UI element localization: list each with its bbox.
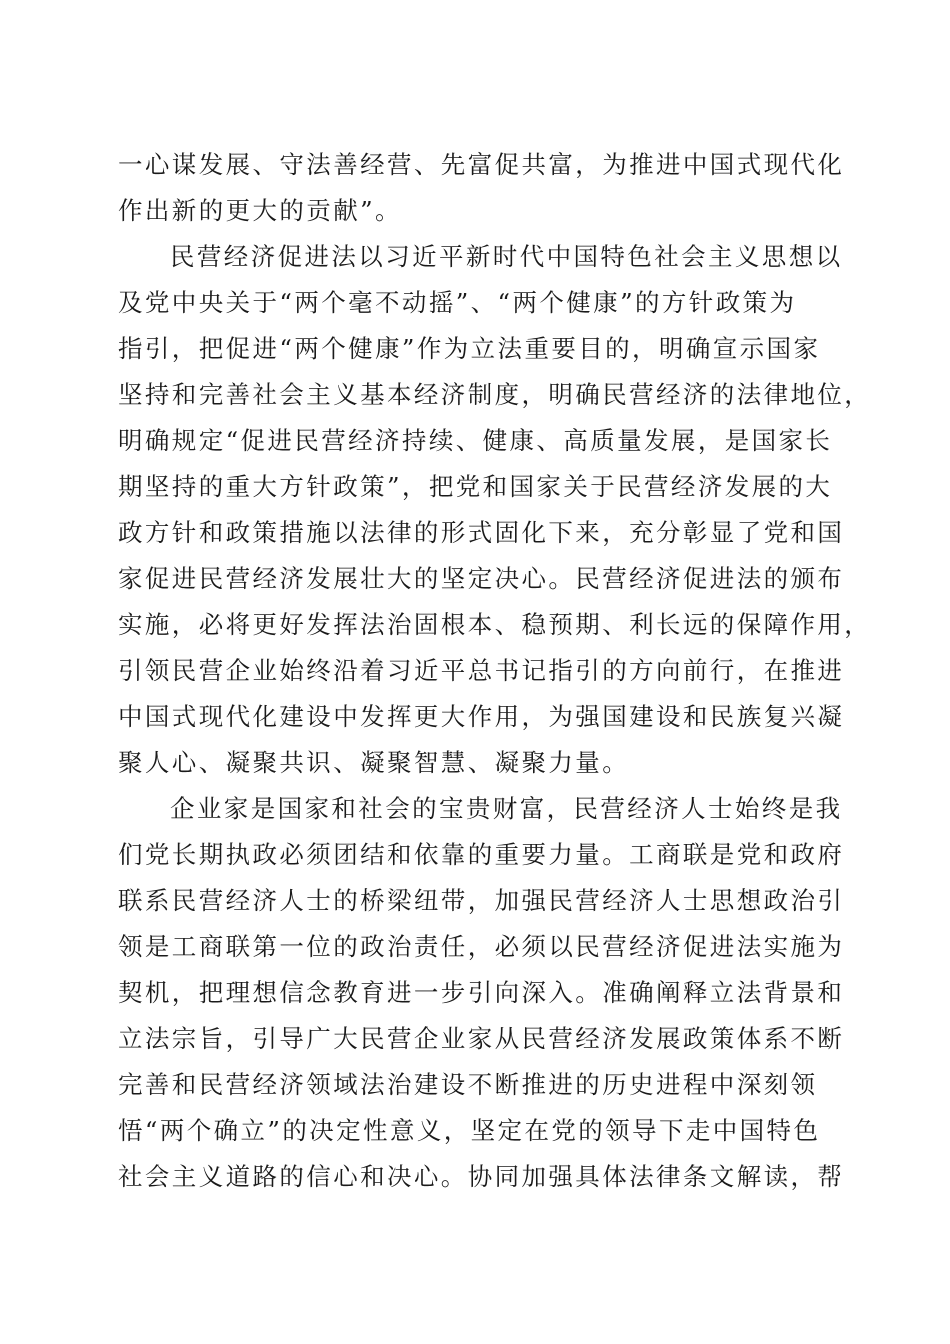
text-line: 及党中央关于“两个毫不动摇”、“两个健康”的方针政策为 [118, 288, 797, 317]
text-line: 实施，必将更好发挥法治固根本、稳预期、利长远的保障作用， [118, 610, 872, 639]
text-line: 作出新的更大的贡献”。 [118, 196, 402, 225]
text-line: 契机，把理想信念教育进一步引向深入。准确阐释立法背景和 [118, 978, 845, 1007]
text-line: 悟“两个确立”的决定性意义，坚定在党的领导下走中国特色 [118, 1116, 821, 1145]
text-line: 引领民营企业始终沿着习近平总书记指引的方向前行，在推进 [118, 656, 845, 685]
document-body [118, 142, 872, 1200]
text-line: 企业家是国家和社会的宝贵财富，民营经济人士始终是我 [170, 794, 843, 823]
text-line: 政方针和政策措施以法律的形式固化下来，充分彰显了党和国 [118, 518, 845, 547]
text-line: 期坚持的重大方针政策”，把党和国家关于民营经济发展的大 [118, 472, 833, 501]
text-line: 中国式现代化建设中发挥更大作用，为强国建设和民族复兴凝 [118, 702, 845, 731]
paragraph-2 [118, 234, 872, 786]
text-line: 聚人心、凝聚共识、凝聚智慧、凝聚力量。 [118, 748, 630, 777]
text-line: 一心谋发展、守法善经营、先富促共富，为推进中国式现代化 [118, 150, 845, 179]
paragraph-1 [118, 142, 845, 234]
text-line: 们党长期执政必须团结和依靠的重要力量。工商联是党和政府 [118, 840, 845, 869]
text-line: 明确规定“促进民营经济持续、健康、高质量发展，是国家长 [118, 426, 833, 455]
text-line: 联系民营经济人士的桥梁纽带，加强民营经济人士思想政治引 [118, 886, 845, 915]
text-line: 家促进民营经济发展壮大的坚定决心。民营经济促进法的颁布 [118, 564, 845, 593]
text-line: 立法宗旨，引导广大民营企业家从民营经济发展政策体系不断 [118, 1024, 845, 1053]
text-line: 指引，把促进“两个健康”作为立法重要目的，明确宣示国家 [118, 334, 821, 363]
text-line: 社会主义道路的信心和决心。协同加强具体法律条文解读，帮 [118, 1162, 845, 1191]
text-line: 完善和民营经济领域法治建设不断推进的历史进程中深刻领 [118, 1070, 818, 1099]
text-line: 民营经济促进法以习近平新时代中国特色社会主义思想以 [170, 242, 843, 271]
text-line: 领是工商联第一位的政治责任，必须以民营经济促进法实施为 [118, 932, 845, 961]
paragraph-3 [118, 786, 845, 1200]
text-line: 坚持和完善社会主义基本经济制度，明确民营经济的法律地位， [118, 380, 872, 409]
